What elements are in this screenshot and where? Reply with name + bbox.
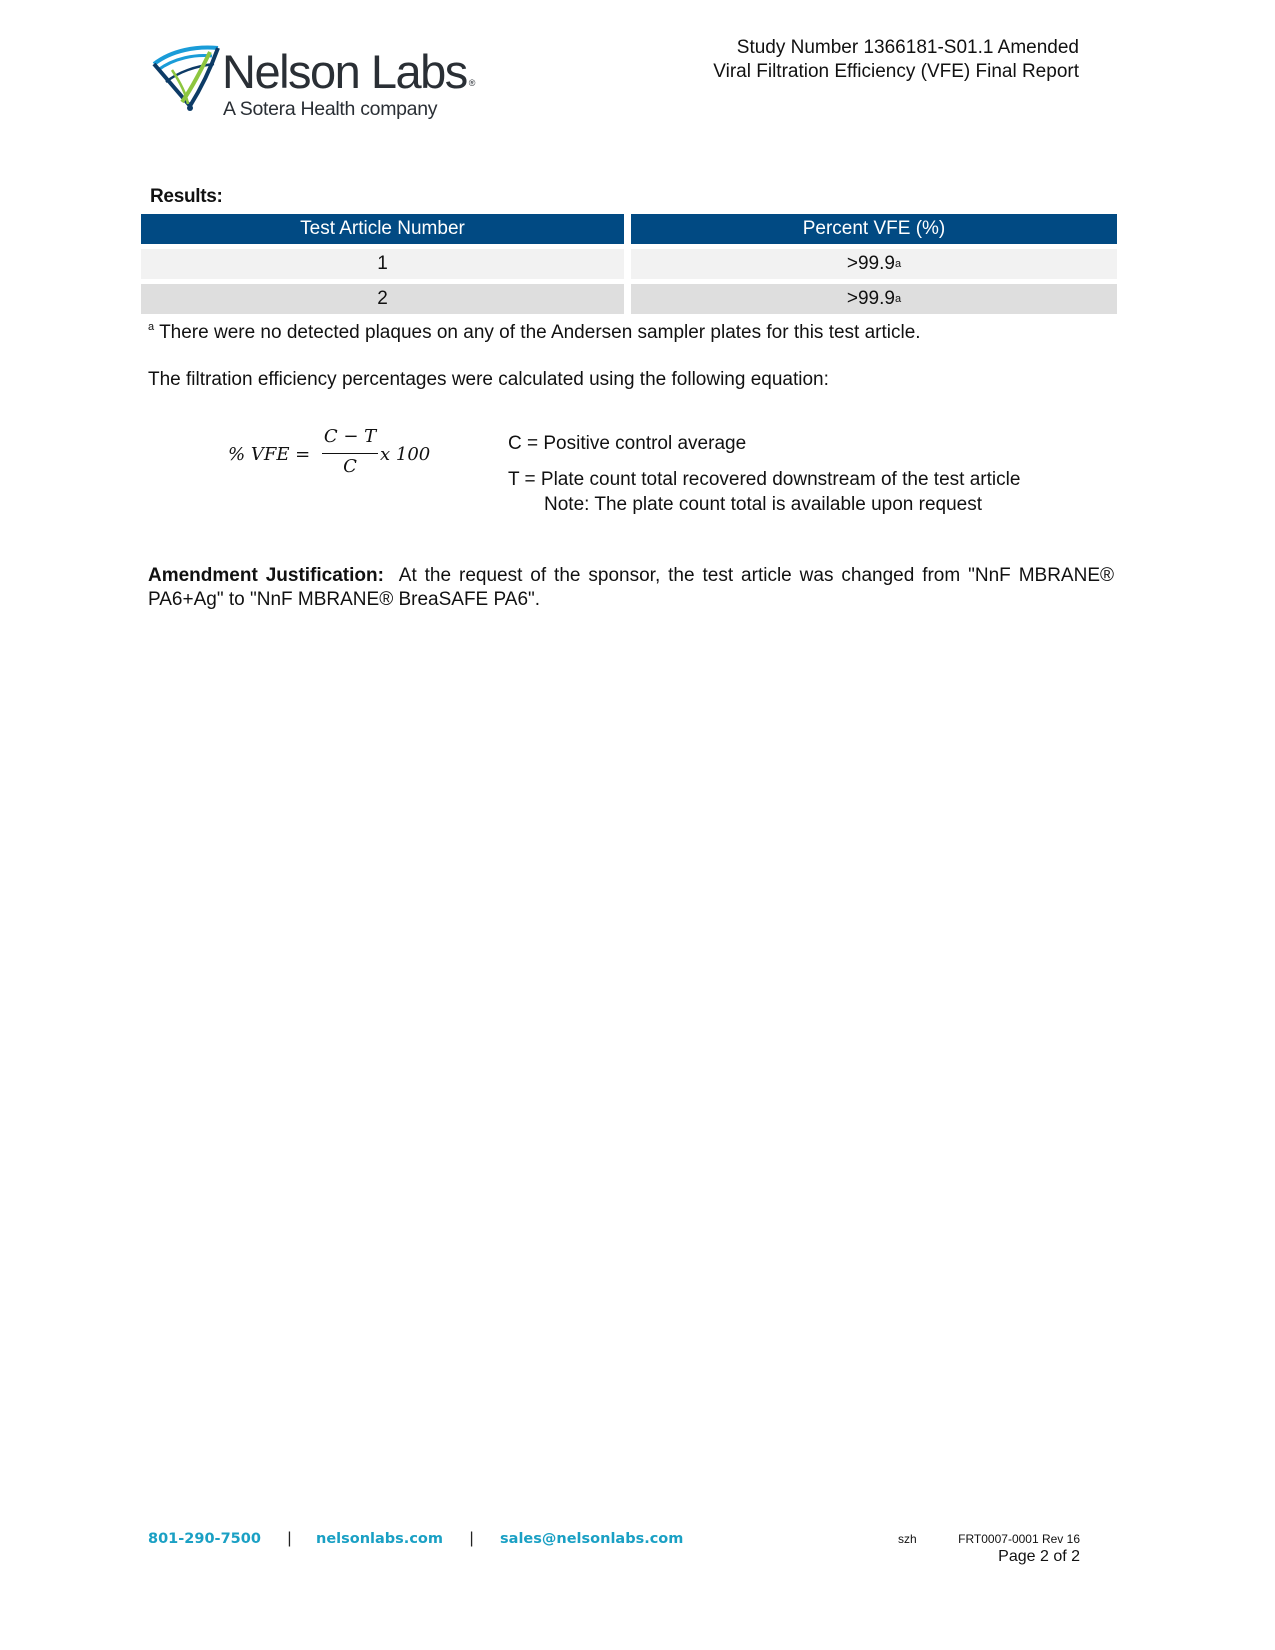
equation-rhs: x 100 bbox=[380, 444, 431, 465]
plate-count-note: Note: The plate count total is available upon request bbox=[544, 494, 982, 515]
registered-mark: ® bbox=[468, 78, 476, 88]
equation-numerator: C − T bbox=[323, 426, 377, 447]
amendment-text: At the request of the sponsor, the test article was changed from "NnF MBRANE® PA6+Ag" to "NnF MBRANE® BreaSAFE PA6". bbox=[148, 565, 1114, 610]
table-cell-vfe: >99.9 a bbox=[631, 249, 1117, 279]
table-cell-vfe: >99.9 a bbox=[631, 284, 1117, 314]
amendment-justification bbox=[148, 564, 1114, 612]
study-number: Study Number 1366181-S01.1 Amended bbox=[736, 37, 1079, 58]
column-header-percent-vfe: Percent VFE (%) bbox=[631, 214, 1117, 244]
report-title: Viral Filtration Efficiency (VFE) Final Report bbox=[713, 61, 1079, 82]
fraction-bar bbox=[322, 453, 378, 454]
table-cell-article: 2 bbox=[141, 284, 624, 314]
results-heading: Results: bbox=[150, 186, 223, 207]
nelson-labs-logo-icon bbox=[152, 42, 222, 117]
footer-phone[interactable]: 801-290-7500 bbox=[148, 1531, 261, 1547]
table-cell-article: 1 bbox=[141, 249, 624, 279]
footer-separator: | bbox=[469, 1530, 474, 1547]
logo-tagline: A Sotera Health company bbox=[223, 98, 438, 120]
table-footnote: $^a$ There were no detected plaques on any of the Andersen sampler plates for this test article. bbox=[148, 321, 921, 343]
form-number: FRT0007-0001 Rev 16 bbox=[958, 1532, 1080, 1546]
logo-name: Nelson Labs ® bbox=[222, 45, 476, 98]
footer-website-link[interactable]: nelsonlabs.com bbox=[316, 1531, 443, 1547]
equation-lhs: % VFE = bbox=[228, 444, 311, 465]
column-header-test-article: Test Article Number bbox=[141, 214, 624, 244]
preparer-initials: szh bbox=[898, 1532, 917, 1546]
company-logo bbox=[152, 40, 482, 130]
footer-separator: | bbox=[287, 1530, 292, 1547]
equation-denominator: C bbox=[343, 456, 357, 477]
page-number: Page 2 of 2 bbox=[998, 1548, 1080, 1565]
footer-contact bbox=[148, 1530, 683, 1548]
definition-c: C = Positive control average bbox=[508, 433, 747, 454]
footer-email-link[interactable]: sales@nelsonlabs.com bbox=[500, 1531, 684, 1547]
equation-intro: The filtration efficiency percentages were calculated using the following equation: bbox=[148, 369, 829, 390]
amendment-label: Amendment Justification: bbox=[148, 565, 384, 586]
definition-t: T = Plate count total recovered downstream of the test article bbox=[508, 469, 1021, 490]
